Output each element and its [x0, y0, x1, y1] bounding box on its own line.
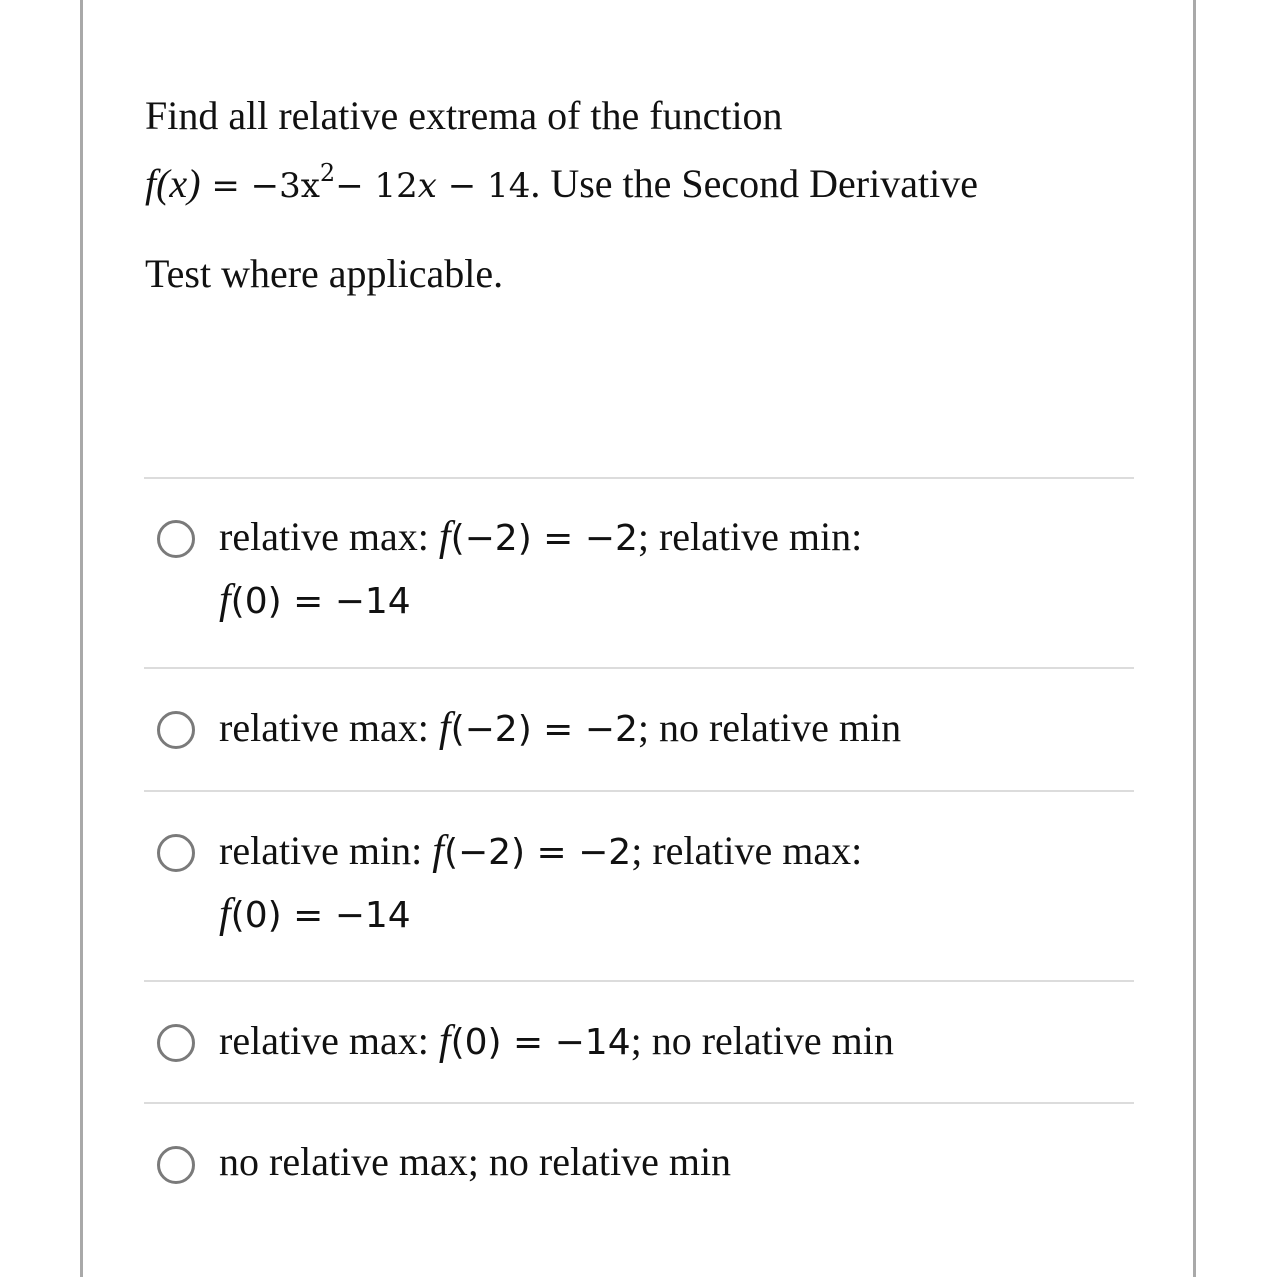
- function-rhs-a: = −3x: [200, 166, 320, 206]
- radio-button[interactable]: [157, 1146, 195, 1184]
- option-math: [438, 1018, 631, 1064]
- divider: [144, 980, 1134, 982]
- divider: [144, 790, 1134, 792]
- option-text: [219, 512, 862, 562]
- function-lhs: f(x): [145, 161, 201, 206]
- option-math-expr: (−2) = −2: [443, 832, 632, 873]
- option-math-expr: (−2) = −2: [450, 518, 638, 559]
- function-rhs-b: − 12: [335, 166, 418, 206]
- option-math: [432, 828, 632, 874]
- option-line2-expr: (0) = −14: [230, 581, 411, 622]
- option-math-fn: f: [438, 705, 451, 751]
- option-math: [438, 705, 638, 751]
- radio-button[interactable]: [157, 834, 195, 872]
- function-var: x: [417, 166, 437, 206]
- option-line-2: [219, 890, 411, 938]
- option-prefix: relative max:: [219, 705, 439, 750]
- option-prefix: relative min:: [219, 828, 433, 873]
- divider: [144, 1102, 1134, 1104]
- frame-right-border: [1193, 0, 1196, 1277]
- frame-left-border: [80, 0, 83, 1277]
- function-rhs-c: − 14: [447, 166, 531, 206]
- option-math-expr: (−2) = −2: [450, 709, 638, 750]
- option-math-fn: f: [432, 828, 444, 874]
- option-line2-expr: (0) = −14: [230, 895, 411, 936]
- option-text: [219, 703, 901, 753]
- radio-button[interactable]: [157, 1024, 195, 1062]
- divider: [144, 667, 1134, 669]
- option-suffix: ; no relative min: [637, 705, 902, 750]
- divider: [144, 477, 1134, 479]
- option-suffix: ; no relative min: [630, 1018, 894, 1063]
- question-line-3: Test where applicable.: [145, 251, 504, 296]
- option-text: no relative max; no relative min: [219, 1139, 732, 1184]
- option-middle: ; relative min:: [637, 514, 863, 559]
- option-text: [219, 1016, 894, 1066]
- option-prefix: relative max:: [219, 514, 439, 559]
- option-line2-fn: f: [219, 891, 231, 937]
- option-math: [438, 514, 638, 560]
- option-math-fn: f: [438, 1018, 451, 1064]
- option-line2-fn: f: [219, 577, 231, 623]
- option-math-fn: f: [438, 514, 451, 560]
- radio-button[interactable]: [157, 711, 195, 749]
- option-text: [219, 826, 862, 876]
- option-line-2: [219, 576, 411, 624]
- option-math-expr: (0) = −14: [450, 1022, 631, 1063]
- option-middle: ; relative max:: [631, 828, 863, 873]
- question-line-1: Find all relative extrema of the function: [145, 93, 783, 138]
- question-line-2: [145, 160, 978, 207]
- function-exponent: 2: [319, 159, 336, 187]
- option-prefix: relative max:: [219, 1018, 439, 1063]
- function-expression: [145, 159, 531, 206]
- radio-button[interactable]: [157, 520, 195, 558]
- question-line-2-tail: . Use the Second Derivative: [530, 161, 978, 206]
